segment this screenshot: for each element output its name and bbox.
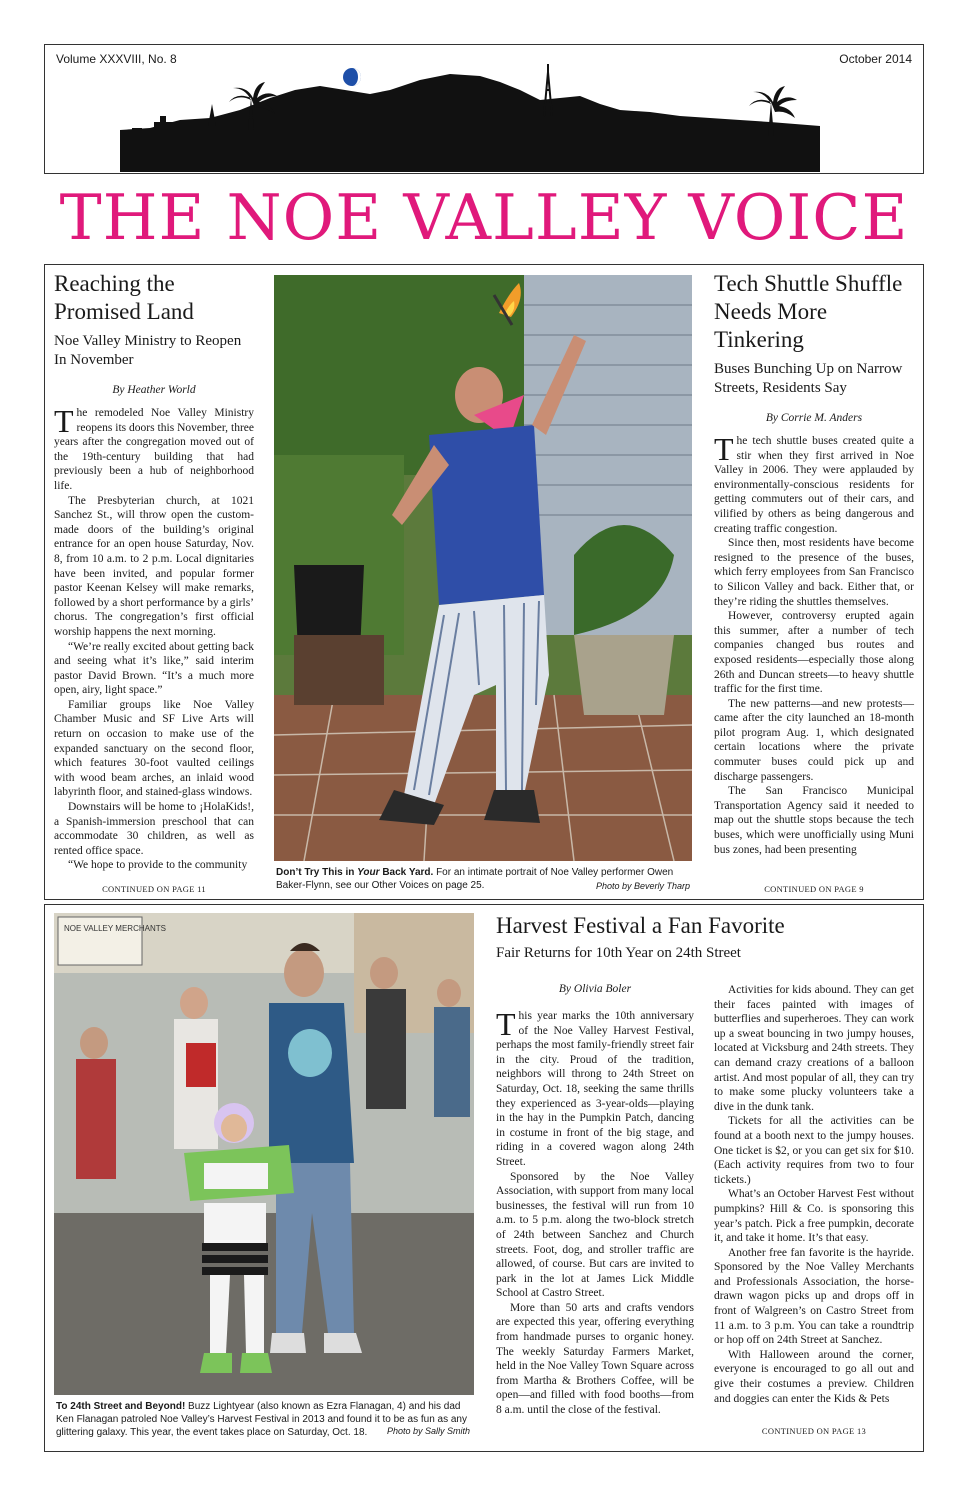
fire-eater-photo: [274, 275, 692, 861]
paragraph: However, controversy erupted again this summer, after a number of tech companies changed bus routes and exposed residents—especially those along 26th and Duncan streets—to heavy shuttle traffic for the first time.: [714, 610, 914, 696]
drop-cap: T: [54, 403, 74, 439]
paragraph: “We hope to provide to the community: [68, 859, 248, 872]
harvest-article-deck: Fair Returns for 10th Year on 24th Street: [496, 945, 741, 961]
paragraph: Sponsored by the Noe Valley Association, with support from many local businesses, the festival will run from 10 a.m. to 5 p.m. along the two-block stretch of 24th between Sanchez and Church streets. Foot, dog, and stroller traffic are allowed, of course. But cars are invited to park in the lot at James Lick Middle School at Castro Street.: [496, 1170, 694, 1300]
right-article-body: [714, 431, 914, 857]
merchants-sign-text: NOE VALLEY MERCHANTS: [64, 924, 166, 933]
right-article: [714, 270, 914, 857]
issue-date: October 2014: [839, 52, 912, 66]
harvest-article-continued[interactable]: CONTINUED ON PAGE 13: [761, 1426, 867, 1436]
paragraph: Tickets for all the activities can be found at a booth next to the jumpy houses. One ticket is $2, or you can get six for $10. (Each activity requires from two to four tickets.): [714, 1115, 914, 1186]
harvest-article-headline[interactable]: Harvest Festival a Fan Favorite: [496, 913, 785, 938]
right-article-byline: By Corrie M. Anders: [765, 412, 863, 424]
left-article: [54, 270, 254, 873]
main-photo-credit: Photo by Beverly Tharp: [595, 881, 690, 891]
paragraph: The remodeled Noe Valley Ministry reopens its doors this November, three years after the congregation moved out of the 19th-century building that had previously been a hub of neighborhood life.: [54, 403, 254, 492]
paragraph: This year marks the 10th anniversary of the Noe Valley Harvest Festival, perhaps the most family-friendly street fair in the city. Proud of the tradition, neighbors will throng to 24th Street on Saturday, Oct. 18, seeking the same thrills they experienced as 3-year-olds—playing in the hay in the Pumpkin Patch, dancing in costume in front of the big stage, and riding in a covered wagon along 24th Street.: [496, 1006, 694, 1168]
right-article-headline[interactable]: Tech Shuttle Shuffle Needs More Tinkering: [714, 271, 903, 352]
buzz-lightyear-photo: [54, 913, 474, 1395]
paragraph: The Presbyterian church, at 1021 Sanchez St., will throw open the custom-made doors of the building’s original entrance for an open house Saturday, Nov. 8, from 10 a.m. to 2 p.m. Local dignitaries have been invited, and popular former pastor Keenan Kelsey will make remarks, followed by a short performance by a girls’ chorus. The congregation’s first official worship happens the next morning.: [54, 494, 254, 638]
left-article-headline[interactable]: Reaching the Promised Land: [54, 271, 194, 324]
skyline-illustration: [120, 60, 820, 172]
paragraph: Since then, most residents have become resigned to the presence of the buses, which ferry employees from San Francisco to Silicon Valley and back. Either that, or they’re riding the shuttles themselves.: [714, 537, 914, 608]
left-article-body: [54, 403, 254, 873]
drop-cap: T: [714, 431, 734, 467]
harvest-article-header: [496, 912, 916, 963]
paragraph: With Halloween around the corner, everyone is encouraged to go all out and give their costumes a preview. Children and doggies can enter the Kids & Pets: [714, 1348, 914, 1405]
paragraph: The new patterns—and new protests—came after the city launched an 18-month pilot program Aug. 1, which designated certain locations where the private commuter buses could pick up and discharge passengers.: [714, 697, 914, 783]
paragraph: Downstairs will be home to ¡HolaKids!, a Spanish-immersion preschool that can accommodate 30 children, as well as rented office space.: [54, 801, 254, 857]
paragraph: More than 50 arts and crafts vendors are expected this year, offering everything from handmade purses to organic honey. The weekly Saturday Farmers Market, held in the Noe Valley Town Square across from Martha & Brothers Coffee, will be open—and filled with food booths—from 8 a.m. until the close of the festival.: [496, 1301, 694, 1417]
right-article-continued[interactable]: CONTINUED ON PAGE 9: [764, 884, 864, 894]
right-article-deck: Buses Bunching Up on Narrow Streets, Residents Say: [714, 361, 903, 396]
harvest-article-column-2: [714, 983, 914, 1406]
newspaper-title: THE NOE VALLEY VOICE: [59, 181, 909, 254]
drop-cap: T: [496, 1006, 516, 1042]
harvest-article-column-1: [496, 983, 694, 1418]
main-photo-caption: Don’t Try This in Your Back Yard. For an intimate portrait of Noe Valley performer Owen Baker-Flynn, see our Other Voices on page 25. Photo by Beverly Tharp: [276, 867, 690, 891]
bottom-photo-caption: To 24th Street and Beyond! Buzz Lightyear (also known as Ezra Flanagan, 4) and his dad Ken Flanagan patroled Noe Valley’s Harvest Festival in 2013 and found it to be as fun as any glittering galaxy. This year, the event takes place on Saturday, Oct. 18. Photo by Sally Smith: [56, 1401, 470, 1438]
paragraph: The San Francisco Municipal Transportation Agency said it needed to map out the shuttle stops because the tech buses, which were unofficially using Muni bus zones, had been presenting: [714, 785, 914, 856]
volume-number: Volume XXXVIII, No. 8: [56, 52, 177, 66]
paragraph: The tech shuttle buses created quite a stir when they first arrived in Noe Valley in 2006. They were applauded by environmentally-conscious residents for getting commuters out of their cars, and vilified by others as being dangerous and creating traffic congestion.: [714, 431, 914, 535]
paragraph: “We’re really excited about getting back and seeing what it’s like,” said interim pastor David Brown. “It’s a much more open, airy, light space.”: [54, 640, 254, 697]
paragraph: What’s an October Harvest Fest without pumpkins? Hill & Co. is sponsoring this year’s patch. Pick a free pumpkin, decorate it, and take it home. It’s that easy.: [714, 1188, 914, 1245]
left-article-byline: By Heather World: [112, 384, 196, 396]
paragraph: Activities for kids abound. They can get their faces painted with images of butterflies and superheroes. They can work up a sweat bouncing in two jumpy houses, located at Vicksburg and 24th streets. They can demand crazy creations of a balloon artist. And most popular of all, they can try to make some plucky volunteers take a dive in the dunk tank.: [714, 984, 914, 1113]
harvest-article-byline: By Olivia Boler: [558, 983, 632, 995]
bottom-photo-credit: Photo by Sally Smith: [386, 1426, 470, 1436]
left-article-continued[interactable]: CONTINUED ON PAGE 11: [102, 884, 206, 894]
paragraph: Another free fan favorite is the hayride. Sponsored by the Noe Valley Merchants and Professionals Association, the horse-drawn wagon picks up and drops off in front of Walgreen’s on Castro Street from 11 a.m. to 3 p.m. You can take a roundtrip or hop off on 24th Street at Sanchez.: [714, 1246, 914, 1347]
paragraph: Familiar groups like Noe Valley Chamber Music and SF Live Arts will return on occasion to make use of the expanded sanctuary on the second floor, which features 30-foot vaulted ceilings with wood beam arches, an inlaid wood labyrinth floor, and stained-glass windows.: [54, 698, 254, 799]
left-article-deck: Noe Valley Ministry to Reopen In November: [54, 333, 242, 368]
